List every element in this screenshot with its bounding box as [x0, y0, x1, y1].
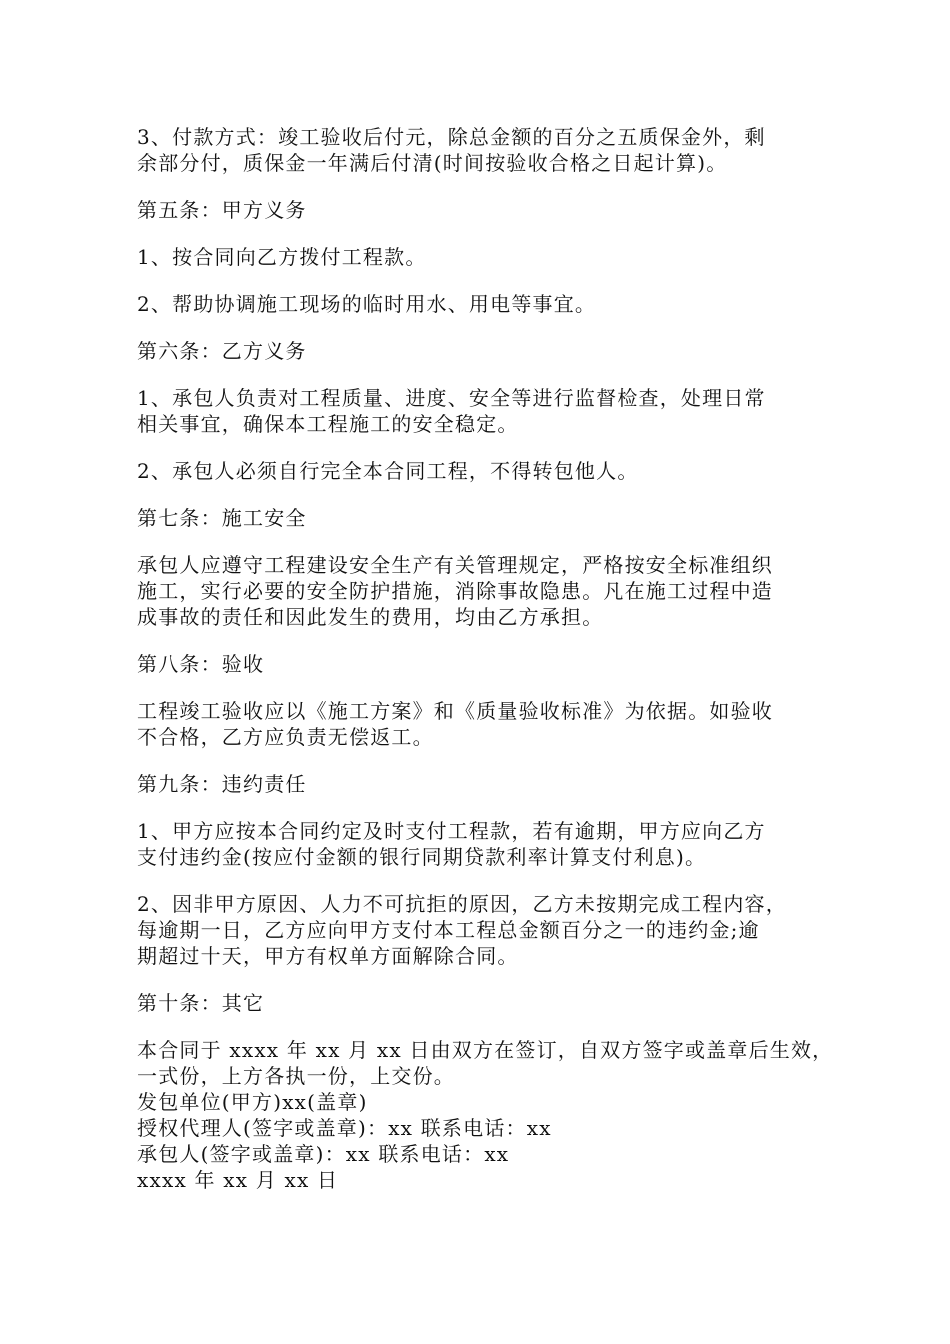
- heading-article-9: [137, 771, 827, 797]
- paragraph-article-6-item-1: [137, 385, 827, 437]
- text-line: 1、按合同向乙方拨付工程款。: [137, 245, 427, 269]
- contractor-signature-line: 承包人(签字或盖章)：xx 联系电话：xx: [137, 1142, 510, 1166]
- date-line: xxxx 年 xx 月 xx 日: [137, 1168, 339, 1192]
- paragraph-article-6-item-2: [137, 458, 827, 484]
- heading-text: 第八条：验收: [137, 652, 265, 676]
- heading-article-6: [137, 338, 827, 364]
- text-line: 1、甲方应按本合同约定及时支付工程款，若有逾期，甲方应向乙方: [137, 819, 766, 843]
- text-line: 余部分付，质保金一年满后付清(时间按验收合格之日起计算)。: [137, 151, 728, 175]
- paragraph-article-5-item-2: [137, 291, 827, 317]
- heading-article-7: [137, 505, 827, 531]
- text-line: 2、帮助协调施工现场的临时用水、用电等事宜。: [137, 292, 597, 316]
- text-line: 期超过十天，甲方有权单方面解除合同。: [137, 944, 519, 968]
- heading-text: 第五条：甲方义务: [137, 198, 307, 222]
- employer-signature-line: 发包单位(甲方)xx(盖章): [137, 1090, 368, 1114]
- heading-article-5: [137, 197, 827, 223]
- text-line: 不合格，乙方应负责无偿返工。: [137, 725, 434, 749]
- heading-text: 第七条：施工安全: [137, 506, 307, 530]
- text-line: 承包人应遵守工程建设安全生产有关管理规定，严格按安全标准组织: [137, 553, 773, 577]
- closing-copies-line: 一式份，上方各执一份，上交份。: [137, 1064, 455, 1088]
- heading-text: 第九条：违约责任: [137, 772, 307, 796]
- closing-block: [137, 1037, 834, 1193]
- document-page: [137, 124, 834, 1193]
- text-line: 工程竣工验收应以《施工方案》和《质量验收标准》为依据。如验收: [137, 699, 773, 723]
- heading-text: 第六条：乙方义务: [137, 339, 307, 363]
- text-line: 支付违约金(按应付金额的银行同期贷款利率计算支付利息)。: [137, 845, 707, 869]
- paragraph-article-9-item-2: [137, 891, 827, 969]
- paragraph-payment-method: [137, 124, 827, 176]
- authorized-agent-line: 授权代理人(签字或盖章)：xx 联系电话：xx: [137, 1116, 552, 1140]
- text-line: 施工，实行必要的安全防护措施，消除事故隐患。凡在施工过程中造: [137, 579, 773, 603]
- heading-article-8: [137, 651, 827, 677]
- text-line: 成事故的责任和因此发生的费用，均由乙方承担。: [137, 605, 604, 629]
- text-line: 3、付款方式：竣工验收后付元，除总金额的百分之五质保金外，剩: [137, 125, 766, 149]
- text-line: 2、承包人必须自行完全本合同工程，不得转包他人。: [137, 459, 639, 483]
- text-line: 1、承包人负责对工程质量、进度、安全等进行监督检查，处理日常: [137, 386, 766, 410]
- text-line: 2、因非甲方原因、人力不可抗拒的原因，乙方未按期完成工程内容，: [137, 892, 787, 916]
- heading-article-10: [137, 990, 827, 1016]
- paragraph-article-7-body: [137, 552, 827, 630]
- paragraph-article-8-body: [137, 698, 827, 750]
- closing-effective-line: 本合同于 xxxx 年 xx 月 xx 日由双方在签订，自双方签字或盖章后生效，: [137, 1038, 834, 1062]
- text-line: 相关事宜，确保本工程施工的安全稳定。: [137, 412, 519, 436]
- paragraph-article-9-item-1: [137, 818, 827, 870]
- text-line: 每逾期一日，乙方应向甲方支付本工程总金额百分之一的违约金;逾: [137, 918, 760, 942]
- paragraph-article-5-item-1: [137, 244, 827, 270]
- heading-text: 第十条：其它: [137, 991, 265, 1015]
